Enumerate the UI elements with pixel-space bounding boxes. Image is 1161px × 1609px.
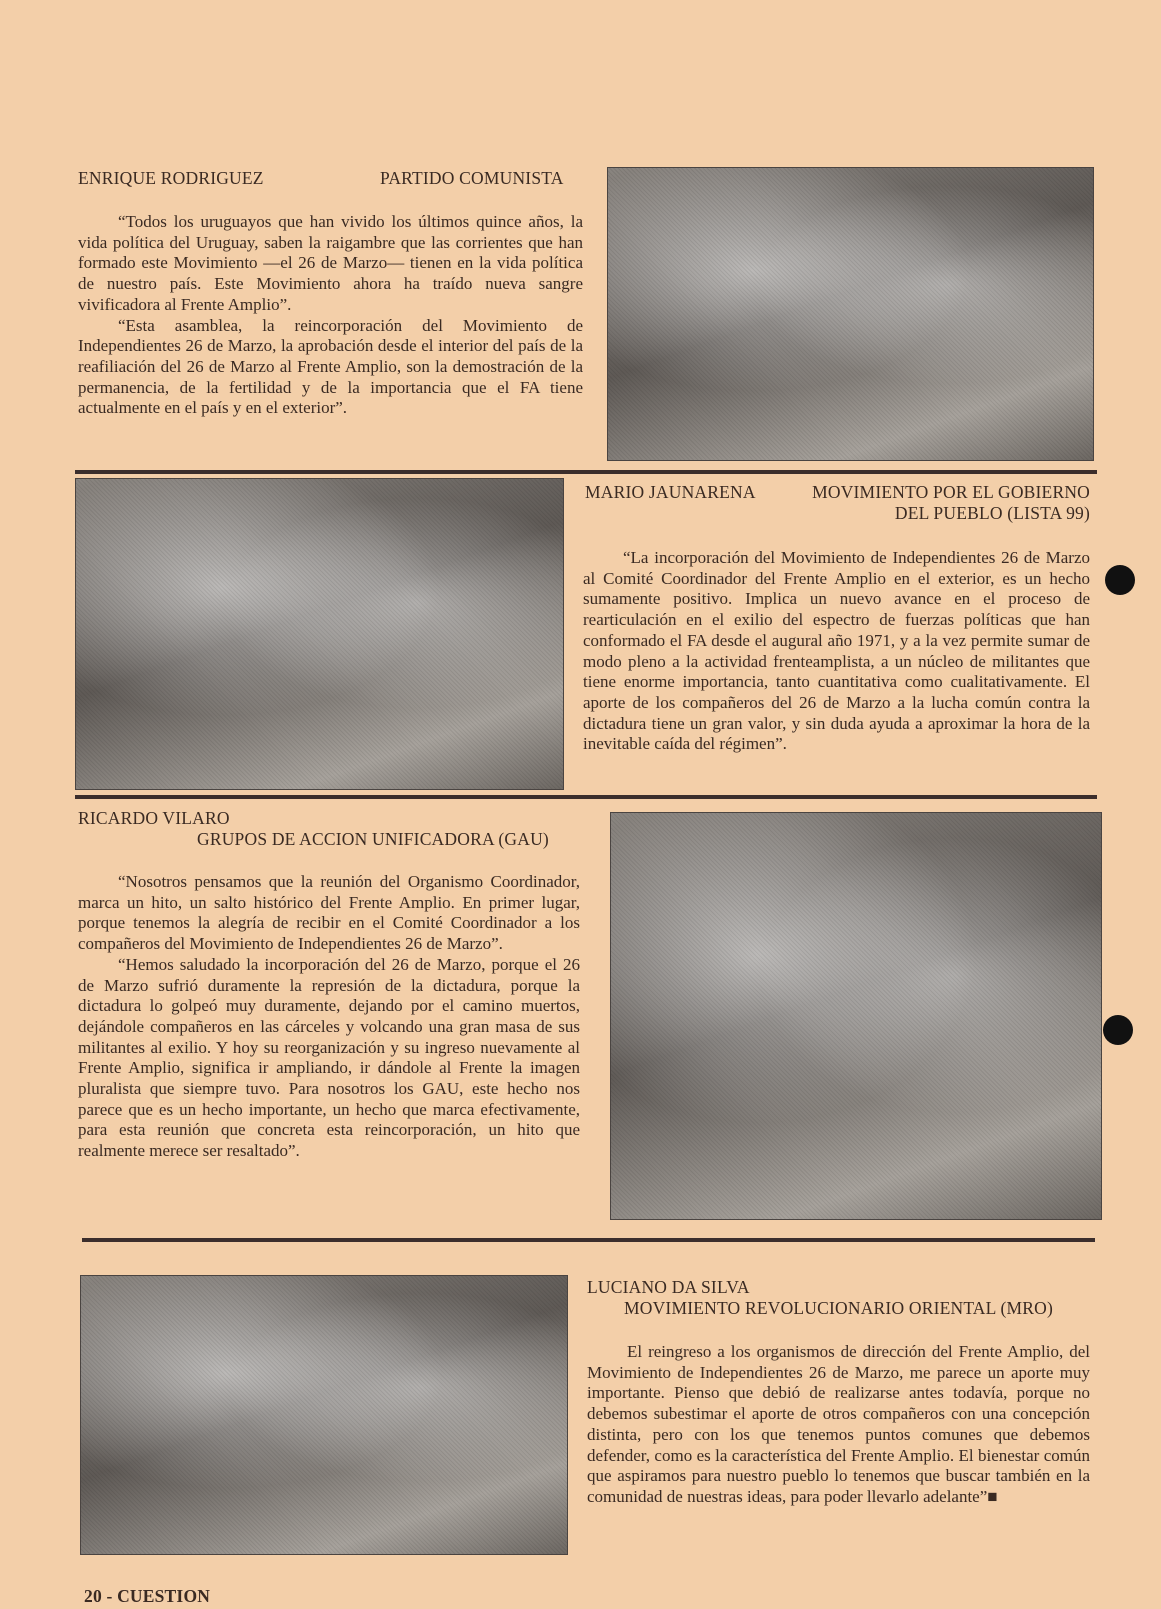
paragraph: “La incorporación del Movimiento de Independientes 26 de Marzo al Comité Coordinador del Frente Amplio en el exterior, es un hecho sumamente positivo. Implica un nuevo avance en el proceso de rearticulación en el exilio del espectro de fuerzas políticas que han conformado el FA desde el augural año 1971, y a la vez permite sumar de modo pleno a la actividad frenteamplista, a un núcleo de militantes que tiene enorme importancia, tanto cuantitativa como cualitativamente. El aporte de los compañeros del 26 de Marzo a la lucha común contra la dictadura tiene un gran valor, y sin duda ayuda a aproximar la hora de la inevitable caída del régimen”.: [583, 548, 1090, 754]
speaker-party: PARTIDO COMUNISTA: [380, 168, 564, 188]
article-text: [587, 1342, 1090, 1508]
divider: [75, 795, 1097, 799]
divider: [75, 470, 1097, 474]
speaker-name: RICARDO VILARO: [78, 808, 230, 828]
party-line: DEL PUEBLO (LISTA 99): [894, 503, 1090, 523]
paragraph: El reingreso a los organismos de dirección del Frente Amplio, del Movimiento de Independientes 26 de Marzo, me parece un aporte muy importante. Pienso que debió de realizarse antes todavía, porque no debemos subestimar el aporte de otros compañeros con una concepción distinta, pero con los que tenemos puntos comunes que debemos defender, como es la característica del Frente Amplio. El bienestar común que aspiramos para nuestro pueblo lo tenemos que buscar también en la comunidad de nuestras ideas, para poder llevarlo adelante”■: [587, 1342, 1090, 1506]
party-line: MOVIMIENTO POR EL GOBIERNO: [812, 482, 1090, 502]
speaker-name: LUCIANO DA SILVA: [587, 1277, 750, 1297]
paragraph: “Nosotros pensamos que la reunión del Organismo Coordinador, marca un hito, un salto histórico del Frente Amplio. En primer lugar, porque tenemos la alegría de recibir en el Comité Coordinador a los compañeros del Movimiento de Independientes 26 de Marzo”.: [78, 872, 580, 954]
article-text: [78, 872, 580, 1162]
photo-mario-jaunarena: [75, 478, 564, 790]
speaker-party: [760, 482, 1090, 524]
speaker-name: MARIO JAUNARENA: [585, 482, 756, 502]
article-text: [78, 212, 583, 419]
photo-luciano-da-silva: [80, 1275, 568, 1555]
photo-ricardo-vilaro: [610, 812, 1102, 1220]
speaker-name: ENRIQUE RODRIGUEZ: [78, 168, 264, 188]
page-footer: 20 - CUESTION: [84, 1586, 211, 1606]
paragraph: “Todos los uruguayos que han vivido los últimos quince años, la vida política del Uruguay, saben la raigambre que las corrientes que han formado este Movimiento —el 26 de Marzo— tienen en la vida política de nuestro país. Este Movimiento ahora ha traído nueva sangre vivificadora al Frente Amplio”.: [78, 212, 583, 314]
photo-enrique-rodriguez: [607, 167, 1094, 461]
speaker-party: GRUPOS DE ACCION UNIFICADORA (GAU): [197, 829, 549, 849]
punch-hole: [1105, 565, 1135, 595]
paragraph: “Hemos saludado la incorporación del 26 de Marzo, porque el 26 de Marzo sufrió duramente la represión de la dictadura, porque la dictadura lo golpeó muy duramente, dejando por el camino muertos, dejándole compañeros en las cárceles y volcando una gran masa de sus militantes al exilio. Y hoy su reorganización y su ingreso nuevamente al Frente Amplio, significa ir ampliando, ir dándole al Frente la imagen pluralista que siempre tuvo. Para nosotros los GAU, este hecho nos parece que es un hecho importante, un hecho que marca efectivamente, para esta reunión que concreta esta reincorporación, un hito que realmente merece ser resaltado”.: [78, 954, 580, 1161]
divider: [82, 1238, 1095, 1242]
paragraph: “Esta asamblea, la reincorporación del Movimiento de Independientes 26 de Marzo, la aprobación desde el interior del país de la reafiliación del 26 de Marzo al Frente Amplio, son la demostración de la permanencia, de la fertilidad y de la importancia que el FA tiene actualmente en el país y en el exterior”.: [78, 315, 583, 418]
speaker-party: MOVIMIENTO REVOLUCIONARIO ORIENTAL (MRO): [624, 1298, 1053, 1318]
article-text: [583, 548, 1090, 755]
punch-hole: [1103, 1015, 1133, 1045]
